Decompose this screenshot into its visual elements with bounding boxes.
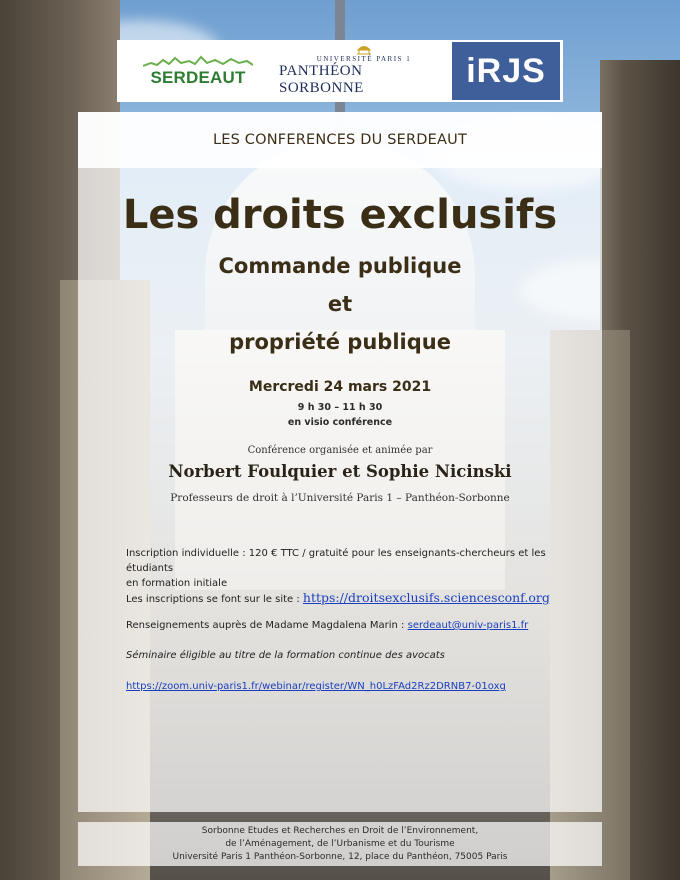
organisers-names: Norbert Foulquier et Sophie Nicinski <box>168 462 512 481</box>
fee-line2: en formation initiale <box>126 578 228 589</box>
subtitle-line3: propriété publique <box>229 330 451 354</box>
zoom-info <box>126 679 566 694</box>
footer-line2: de l’Aménagement, de l’Urbanisme et du Tourisme <box>225 839 455 849</box>
subtitle-line2: et <box>327 292 353 316</box>
fee-line1: Inscription individuelle : 120 € TTC / gratuité pour les enseignants-chercheurs et les étudiants <box>126 548 546 574</box>
event-date: Mercredi 24 mars 2021 <box>248 379 432 395</box>
footer <box>78 822 602 866</box>
contact-label: Renseignements auprès de Madame Magdalena Marin : <box>126 620 408 631</box>
serdeaut-logo <box>117 40 279 102</box>
organisers-role: Professeurs de droit à l’Université Paris 1 – Panthéon-Sorbonne <box>170 492 510 504</box>
registration-info <box>126 590 566 607</box>
pantheon-sorbonne-logo <box>279 40 449 102</box>
page-title: Les droits exclusifs <box>122 192 558 238</box>
registration-label: Les inscriptions se font sur le site : <box>126 594 303 605</box>
event-mode: en visio conférence <box>287 417 393 428</box>
irjs-wordmark: iRJS <box>452 42 560 100</box>
content-panel <box>78 112 602 812</box>
event-time: 9 h 30 – 11 h 30 <box>297 402 383 413</box>
zoom-registration-link[interactable]: https://zoom.univ-paris1.fr/webinar/register/WN_h0LzFAd2Rz2DRNB7-01oxg <box>126 681 506 692</box>
organisers-intro: Conférence organisée et animée par <box>247 445 433 456</box>
series-banner <box>78 112 602 168</box>
series-title: LES CONFERENCES DU SERDEAUT <box>212 132 468 148</box>
pantheon-seal-icon <box>355 45 373 55</box>
fee-info <box>126 546 566 591</box>
eligibility-note: Séminaire éligible au titre de la formation continue des avocats <box>126 650 445 661</box>
pantheon-logo-line2: PANTHÉON SORBONNE <box>279 63 364 96</box>
footer-line1: Sorbonne Etudes et Recherches en Droit de l’Environnement, <box>201 826 479 836</box>
contact-email-link[interactable]: serdeaut@univ-paris1.fr <box>407 620 529 631</box>
serdeaut-wordmark: SERDEAUT <box>150 68 246 87</box>
irjs-logo <box>449 40 563 102</box>
logo-band <box>117 40 563 102</box>
skyline-icon <box>143 54 253 68</box>
contact-info <box>126 618 566 633</box>
footer-line3: Université Paris 1 Panthéon-Sorbonne, 12, place du Panthéon, 75005 Paris <box>172 852 508 862</box>
registration-link[interactable]: https://droitsexclusifs.sciencesconf.org <box>302 590 550 605</box>
subtitle-line1: Commande publique <box>218 254 462 278</box>
pantheon-logo-line1: UNIVERSITÉ PARIS 1 <box>316 55 412 63</box>
